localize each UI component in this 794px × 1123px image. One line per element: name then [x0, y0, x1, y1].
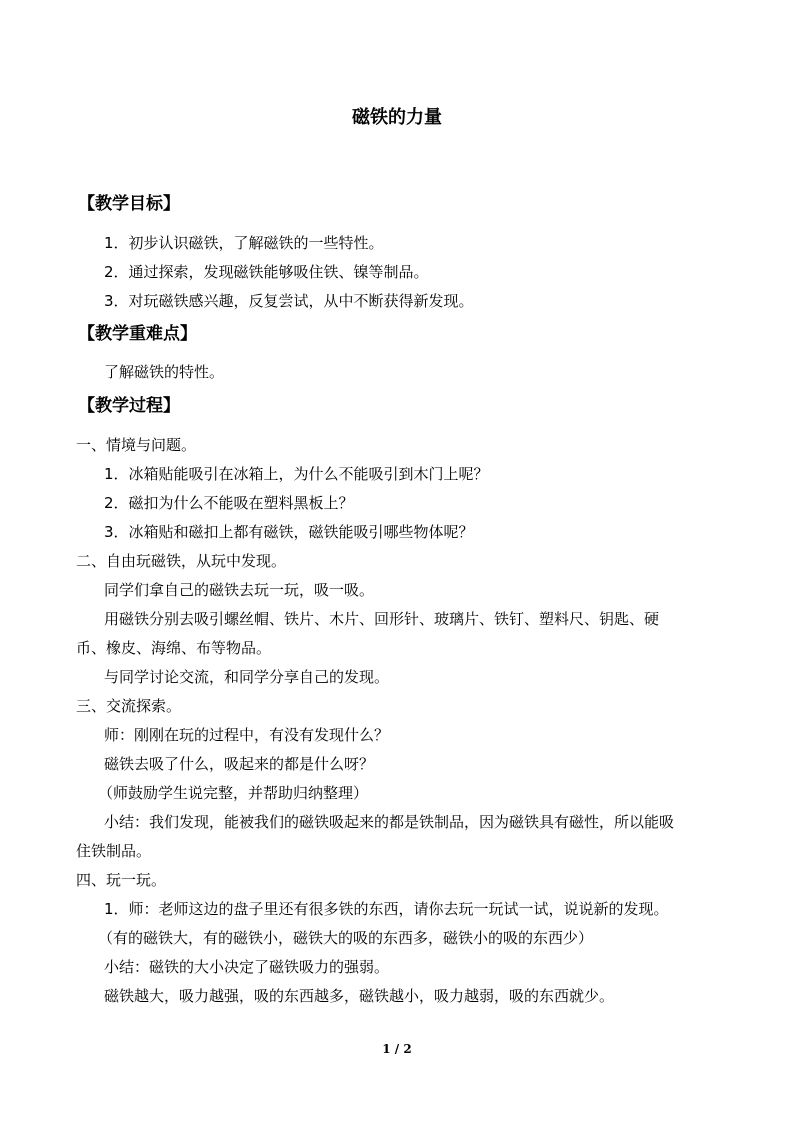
paragraph: 师：刚刚在玩的过程中，有没有发现什么？	[104, 726, 390, 744]
paragraph-note: （有的磁铁大，有的磁铁小，磁铁大的吸的东西多，磁铁小的吸的东西少）	[98, 929, 594, 947]
heading-process: 【教学过程】	[78, 396, 180, 416]
paragraph: 磁铁越大，吸力越强，吸的东西越多，磁铁越小，吸力越弱，吸的东西就少。	[104, 987, 615, 1005]
paragraph: 与同学讨论交流，和同学分享自己的发现。	[104, 668, 390, 686]
list-item: 1．冰箱贴能吸引在冰箱上，为什么不能吸引到木门上呢？	[104, 465, 489, 483]
heading-key-points: 【教学重难点】	[78, 324, 197, 344]
section-title: 三、交流探索。	[76, 697, 182, 715]
section-title: 四、玩一玩。	[76, 871, 167, 889]
page-number: 1 / 2	[382, 1042, 412, 1056]
paragraph: 磁铁去吸了什么，吸起来的都是什么呀？	[104, 755, 375, 773]
paragraph-continued: 住铁制品。	[76, 842, 152, 860]
paragraph: 1．师：老师这边的盘子里还有很多铁的东西，请你去玩一玩试一试，说说新的发现。	[104, 900, 669, 918]
list-item: 3．冰箱贴和磁扣上都有磁铁，磁铁能吸引哪些物体呢？	[104, 523, 474, 541]
list-item: 2．磁扣为什么不能吸在塑料黑板上？	[104, 494, 354, 512]
paragraph-note: （师鼓励学生说完整，并帮助归纳整理）	[98, 784, 369, 802]
key-points-text: 了解磁铁的特性。	[104, 363, 225, 381]
paragraph-continued: 币、橡皮、海绵、布等物品。	[76, 639, 272, 657]
goal-item: 2．通过探索，发现磁铁能够吸住铁、镍等制品。	[104, 263, 429, 281]
heading-goals: 【教学目标】	[78, 194, 180, 214]
paragraph: 同学们拿自己的磁铁去玩一玩，吸一吸。	[104, 581, 375, 599]
paragraph: 用磁铁分别去吸引螺丝帽、铁片、木片、回形针、玻璃片、铁钉、塑料尺、钥匙、硬	[104, 610, 660, 628]
paragraph: 小结：磁铁的大小决定了磁铁吸力的强弱。	[104, 958, 390, 976]
paragraph: 小结：我们发现，能被我们的磁铁吸起来的都是铁制品，因为磁铁具有磁性，所以能吸	[104, 813, 675, 831]
section-title: 一、情境与问题。	[76, 436, 197, 454]
section-title: 二、自由玩磁铁，从玩中发现。	[76, 552, 287, 570]
goal-item: 3．对玩磁铁感兴趣，反复尝试，从中不断获得新发现。	[104, 292, 474, 310]
page-title: 磁铁的力量	[352, 107, 442, 128]
goal-item: 1．初步认识磁铁，了解磁铁的一些特性。	[104, 234, 384, 252]
